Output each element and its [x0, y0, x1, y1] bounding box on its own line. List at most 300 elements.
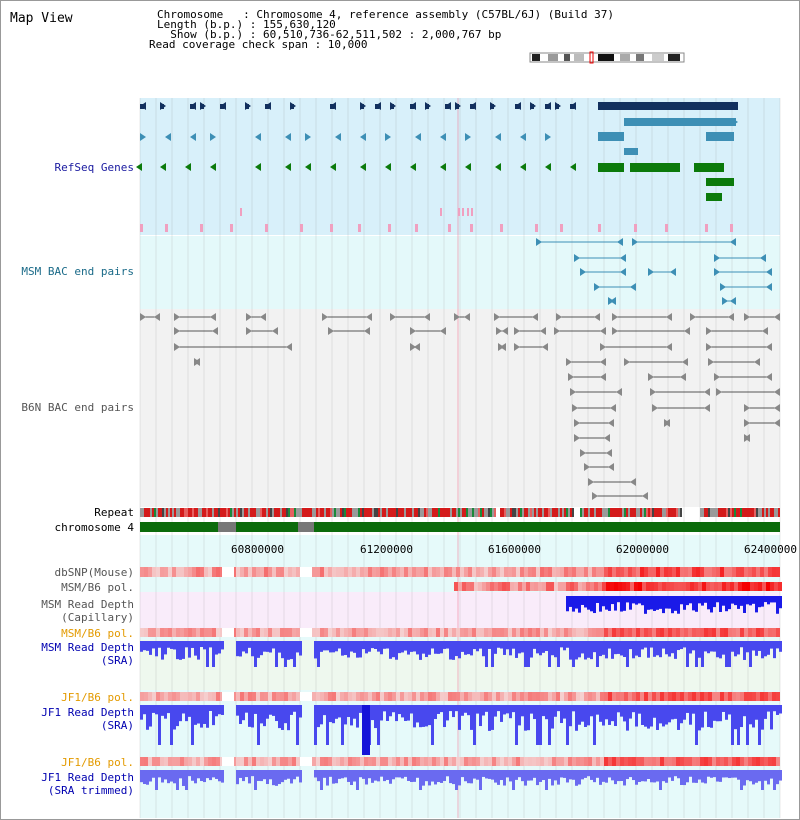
track-label-jf1-pol-1[interactable]: JF1/B6 pol. [61, 691, 134, 704]
pol-cell [280, 628, 284, 637]
pol-cell [624, 628, 628, 637]
pol-cell [352, 628, 356, 637]
jf1-trimmed-bar [611, 770, 614, 780]
msm-depth-bar [530, 641, 533, 658]
repeat-segment [760, 508, 762, 517]
jf1-depth-bar [209, 705, 212, 711]
pol-cell [500, 757, 504, 766]
dbsnp-cell [208, 567, 212, 577]
pol-cell [380, 757, 384, 766]
repeat-segment [240, 508, 242, 517]
repeat-segment [680, 508, 682, 517]
msm-depth-bar [650, 641, 653, 648]
capillary-depth-bar [593, 596, 596, 613]
jf1-depth-bar [218, 705, 221, 714]
pol-cell [556, 692, 560, 701]
refseq-gene [470, 224, 473, 232]
pol-cell [684, 628, 688, 637]
pol-cell [252, 628, 256, 637]
track-label-msm-depth-cap[interactable]: MSM Read Depth [41, 598, 134, 611]
msm-depth-bar [344, 641, 347, 655]
repeat-segment [722, 508, 724, 517]
dbsnp-cell [336, 567, 340, 577]
repeat-segment [490, 508, 492, 517]
jf1-trimmed-bar [644, 770, 647, 781]
pol-cell [312, 757, 316, 766]
repeat-segment [486, 508, 488, 517]
repeat-segment [542, 508, 544, 517]
jf1-trimmed-bar [347, 770, 350, 782]
pol-cell [762, 582, 766, 591]
repeat-segment [348, 508, 350, 517]
pol-cell [528, 692, 532, 701]
jf1-trimmed-bar [245, 770, 248, 777]
refseq-gene [140, 224, 143, 232]
dbsnp-cell [564, 567, 568, 577]
repeat-segment [638, 508, 640, 517]
pol-cell [324, 757, 328, 766]
repeat-segment [468, 508, 470, 517]
jf1-trimmed-bar [755, 770, 758, 783]
refseq-gene [706, 132, 734, 141]
msm-depth-bar [548, 641, 551, 667]
jf1-trimmed-bar [383, 770, 386, 781]
repeat-segment [538, 508, 540, 517]
capillary-depth-bar [707, 596, 710, 609]
repeat-segment [318, 508, 320, 517]
jf1-depth-bar [293, 705, 296, 712]
track-label-jf1-pol-2[interactable]: JF1/B6 pol. [61, 756, 134, 769]
pol-cell [420, 757, 424, 766]
pol-cell [692, 628, 696, 637]
repeat-segment [776, 508, 778, 517]
jf1-trimmed-bar [752, 770, 755, 784]
repeat-segment [354, 508, 356, 517]
pol-cell [524, 628, 528, 637]
jf1-trimmed-bar [671, 770, 674, 781]
dbsnp-cell [496, 567, 500, 577]
msm-depth-bar [149, 641, 152, 655]
msm-depth-bar [776, 641, 779, 648]
repeat-segment [280, 508, 282, 517]
jf1-trimmed-bar [677, 770, 680, 778]
pol-cell [708, 692, 712, 701]
repeat-segment [650, 508, 652, 517]
jf1-depth-bar [503, 705, 506, 714]
msm-depth-bar [515, 641, 518, 658]
pol-cell [648, 692, 652, 701]
refseq-gene [415, 224, 418, 232]
jf1-trimmed-bar [722, 770, 725, 777]
pol-cell [548, 692, 552, 701]
jf1-trimmed-bar [299, 770, 302, 782]
dbsnp-cell [700, 567, 704, 577]
msm-depth-bar [293, 641, 296, 667]
msm-depth-bar [359, 641, 362, 657]
repeat-segment [470, 508, 472, 517]
jf1-trimmed-bar [539, 770, 542, 782]
track-label-refseq[interactable]: RefSeq Genes [54, 161, 134, 174]
refseq-gene [545, 104, 549, 109]
pol-cell [668, 757, 672, 766]
repeat-segment [274, 508, 276, 517]
msm-depth-bar [365, 641, 368, 653]
pol-cell [296, 628, 300, 637]
jf1-depth-bar [482, 705, 485, 716]
pol-cell [696, 628, 700, 637]
jf1-depth-bar [401, 705, 404, 717]
repeat-segment [252, 508, 254, 517]
pol-cell [514, 582, 518, 591]
pol-cell [540, 692, 544, 701]
jf1-trimmed-bar [155, 770, 158, 790]
pol-cell [740, 692, 744, 701]
capillary-depth-bar [695, 596, 698, 612]
pol-cell [620, 757, 624, 766]
jf1-trimmed-bar [653, 770, 656, 782]
pol-cell [680, 692, 684, 701]
msm-depth-bar [488, 641, 491, 649]
repeat-segment [616, 508, 618, 517]
dbsnp-cell [144, 567, 148, 577]
pol-cell [288, 757, 292, 766]
jf1-depth-bar [776, 705, 779, 715]
pol-cell [196, 692, 200, 701]
pol-cell [496, 757, 500, 766]
pol-cell [578, 582, 582, 591]
jf1-depth-bar [143, 705, 146, 714]
repeat-segment [332, 508, 334, 517]
track-label-msm-bac[interactable]: MSM BAC end pairs [21, 265, 134, 278]
jf1-trimmed-bar [338, 770, 341, 779]
jf1-trimmed-bar [404, 770, 407, 777]
refseq-gene [240, 208, 242, 216]
dbsnp-cell [540, 567, 544, 577]
pol-cell [612, 628, 616, 637]
pol-cell [464, 628, 468, 637]
pol-cell [188, 628, 192, 637]
repeat-segment [442, 508, 444, 517]
repeat-segment [644, 508, 646, 517]
pol-cell [476, 757, 480, 766]
repeat-segment [670, 508, 672, 517]
jf1-trimmed-bar [434, 770, 437, 784]
jf1-trimmed-bar [779, 770, 782, 781]
track-label-b6n-bac[interactable]: B6N BAC end pairs [21, 401, 134, 414]
repeat-segment [272, 508, 274, 517]
repeat-segment [314, 508, 316, 517]
jf1-trimmed-bar [737, 770, 740, 780]
dbsnp-cell [568, 567, 572, 577]
pol-cell [572, 692, 576, 701]
dbsnp-cell [624, 567, 628, 577]
jf1-depth-bar [197, 705, 200, 724]
msm-depth-bar [773, 641, 776, 658]
jf1-depth-bar [569, 705, 572, 726]
repeat-segment [212, 508, 214, 517]
capillary-depth-bar [776, 596, 779, 614]
jf1-trimmed-bar [431, 770, 434, 782]
repeat-segment [766, 508, 768, 517]
repeat-segment [172, 508, 174, 517]
pol-cell [660, 757, 664, 766]
repeat-segment [588, 508, 590, 517]
pol-cell [164, 757, 168, 766]
capillary-depth-bar [665, 596, 668, 609]
dbsnp-cell [616, 567, 620, 577]
jf1-depth-bar [650, 705, 653, 727]
jf1-depth-bar [446, 705, 449, 720]
jf1-depth-bar [392, 705, 395, 712]
msm-depth-bar [704, 641, 707, 651]
repeat-segment [592, 508, 594, 517]
capillary-depth-bar [710, 596, 713, 612]
msm-depth-bar [677, 641, 680, 650]
pol-cell [544, 757, 548, 766]
jf1-trimmed-bar [377, 770, 380, 781]
repeat-segment [624, 508, 626, 517]
msm-depth-bar [248, 641, 251, 648]
pol-cell [140, 757, 144, 766]
refseq-gene [462, 208, 464, 216]
jf1-depth-bar [425, 705, 428, 726]
pol-cell [392, 628, 396, 637]
pol-cell [748, 757, 752, 766]
pol-cell [440, 628, 444, 637]
jf1-depth-bar [629, 705, 632, 719]
repeat-segment [764, 508, 766, 517]
msm-depth-bar [278, 641, 281, 653]
pol-cell [328, 692, 332, 701]
track-label-dbsnp[interactable]: dbSNP(Mouse) [54, 566, 134, 579]
jf1-trimmed-bar [506, 770, 509, 777]
pol-cell [612, 757, 616, 766]
pol-cell [476, 692, 480, 701]
jf1-depth-bar [380, 705, 383, 720]
repeat-segment [164, 508, 166, 517]
dbsnp-cell [764, 567, 768, 577]
track-label-msm-pol-2[interactable]: MSM/B6 pol. [61, 627, 134, 640]
msm-depth-bar [671, 641, 674, 653]
jf1-depth-bar [176, 705, 179, 726]
dbsnp-cell [576, 567, 580, 577]
pol-cell [736, 692, 740, 701]
pol-cell [616, 692, 620, 701]
capillary-depth-bar [716, 596, 719, 602]
track-label-msm-depth-sra[interactable]: MSM Read Depth [41, 641, 134, 654]
repeat-segment [458, 508, 460, 517]
msm-depth-bar [575, 641, 578, 659]
track-label-repeat[interactable]: Repeat [94, 506, 134, 519]
jf1-trimmed-bar [689, 770, 692, 777]
repeat-segment [742, 508, 744, 517]
repeat-segment [566, 508, 568, 517]
capillary-depth-bar [635, 596, 638, 605]
jf1-trimmed-bar [569, 770, 572, 779]
jf1-trimmed-bar [524, 770, 527, 786]
track-label-jf1-trimmed[interactable]: JF1 Read Depth [41, 771, 134, 784]
jf1-trimmed-bar [464, 770, 467, 781]
msm-depth-bar [587, 641, 590, 658]
msm-depth-bar [749, 641, 752, 667]
capillary-depth-bar [752, 596, 755, 604]
pol-cell [552, 757, 556, 766]
dbsnp-cell [580, 567, 584, 577]
msm-depth-bar [554, 641, 557, 657]
msm-depth-bar [569, 641, 572, 660]
jf1-trimmed-bar [200, 770, 203, 781]
dbsnp-cell [244, 567, 248, 577]
msm-depth-bar [236, 641, 239, 656]
pol-cell [292, 628, 296, 637]
pol-cell [582, 582, 586, 591]
jf1-trimmed-bar [386, 770, 389, 780]
msm-depth-bar [524, 641, 527, 667]
pol-cell [356, 692, 360, 701]
pol-cell [550, 582, 554, 591]
repeat-segment [194, 508, 196, 517]
dbsnp-cell [560, 567, 564, 577]
msm-depth-bar [443, 641, 446, 649]
repeat-segment [572, 508, 574, 517]
dbsnp-cell [760, 567, 764, 577]
dbsnp-cell [472, 567, 476, 577]
capillary-depth-bar [590, 596, 593, 611]
dbsnp-cell [256, 567, 260, 577]
pol-cell [240, 628, 244, 637]
jf1-depth-bar [395, 705, 398, 721]
msm-depth-bar [485, 641, 488, 667]
dbsnp-cell [200, 567, 204, 577]
pol-cell [704, 628, 708, 637]
pol-cell [280, 692, 284, 701]
capillary-depth-bar [617, 596, 620, 602]
repeat-segment [308, 508, 310, 517]
pol-cell [416, 692, 420, 701]
repeat-segment [748, 508, 750, 517]
pol-cell [712, 757, 716, 766]
pol-cell [200, 757, 204, 766]
chromosome-gap [298, 522, 314, 532]
refseq-gene [515, 104, 519, 109]
repeat-segment [758, 508, 760, 517]
jf1-trimmed-bar [395, 770, 398, 777]
jf1-depth-bar [191, 705, 194, 745]
msm-depth-bar [173, 641, 176, 649]
dbsnp-cell [516, 567, 520, 577]
pol-cell [148, 757, 152, 766]
msm-depth-bar [347, 641, 350, 657]
repeat-segment [552, 508, 554, 517]
dbsnp-cell [196, 567, 200, 577]
repeat-segment [366, 508, 368, 517]
dbsnp-cell [480, 567, 484, 577]
repeat-segment [298, 508, 300, 517]
jf1-trimmed-bar [215, 770, 218, 779]
pol-cell [404, 692, 408, 701]
pol-cell [660, 628, 664, 637]
pol-cell [420, 628, 424, 637]
pol-cell [192, 628, 196, 637]
jf1-trimmed-bar [734, 770, 737, 778]
repeat-segment [420, 508, 422, 517]
pol-cell [602, 582, 606, 591]
repeat-segment [254, 508, 256, 517]
pol-cell [768, 628, 772, 637]
pol-cell [458, 582, 462, 591]
refseq-gene [290, 104, 294, 109]
repeat-segment [646, 508, 648, 517]
pol-cell [320, 628, 324, 637]
jf1-depth-bar [245, 705, 248, 713]
pol-cell [352, 692, 356, 701]
jf1-trimmed-bar [578, 770, 581, 784]
repeat-segment [322, 508, 324, 517]
pol-cell [180, 757, 184, 766]
jf1-depth-bar [281, 705, 284, 730]
repeat-segment [632, 508, 634, 517]
repeat-segment [216, 508, 218, 517]
msm-depth-bar [437, 641, 440, 654]
msm-depth-bar [410, 641, 413, 652]
dbsnp-cell [252, 567, 256, 577]
pol-cell [756, 628, 760, 637]
msm-depth-bar [743, 641, 746, 660]
pol-cell [180, 628, 184, 637]
dbsnp-cell [160, 567, 164, 577]
refseq-gene [598, 102, 738, 110]
repeat-segment [618, 508, 620, 517]
jf1-trimmed-bar [761, 770, 764, 790]
msm-depth-bar [281, 641, 284, 658]
dbsnp-cell [152, 567, 156, 577]
msm-depth-bar [341, 641, 344, 656]
pol-cell [686, 582, 690, 591]
jf1-trimmed-bar [509, 770, 512, 781]
jf1-trimmed-bar [275, 770, 278, 786]
dbsnp-cell [204, 567, 208, 577]
jf1-depth-bar [527, 705, 530, 730]
pol-cell [472, 692, 476, 701]
jf1-depth-bar [518, 705, 521, 725]
repeat-segment [462, 508, 464, 517]
repeat-segment [414, 508, 416, 517]
msm-depth-bar [185, 641, 188, 647]
capillary-depth-bar [599, 596, 602, 612]
jf1-trimmed-bar [320, 770, 323, 790]
pol-cell [244, 757, 248, 766]
pol-cell [654, 582, 658, 591]
pol-cell [200, 692, 204, 701]
track-label-jf1-depth[interactable]: JF1 Read Depth [41, 706, 134, 719]
pol-cell [576, 757, 580, 766]
repeat-segment [294, 508, 296, 517]
pol-cell [320, 692, 324, 701]
msm-depth-bar [770, 641, 773, 649]
msm-depth-bar [314, 641, 317, 658]
pol-cell [564, 692, 568, 701]
dbsnp-cell [148, 567, 152, 577]
jf1-depth-bar [683, 705, 686, 720]
pol-cell [440, 757, 444, 766]
dbsnp-cell [476, 567, 480, 577]
msm-depth-bar [674, 641, 677, 659]
pol-cell [464, 692, 468, 701]
track-label-msm-pol-1[interactable]: MSM/B6 pol. [61, 581, 134, 594]
repeat-segment [346, 508, 348, 517]
jf1-depth-bar [668, 705, 671, 722]
refseq-gene [388, 224, 391, 232]
